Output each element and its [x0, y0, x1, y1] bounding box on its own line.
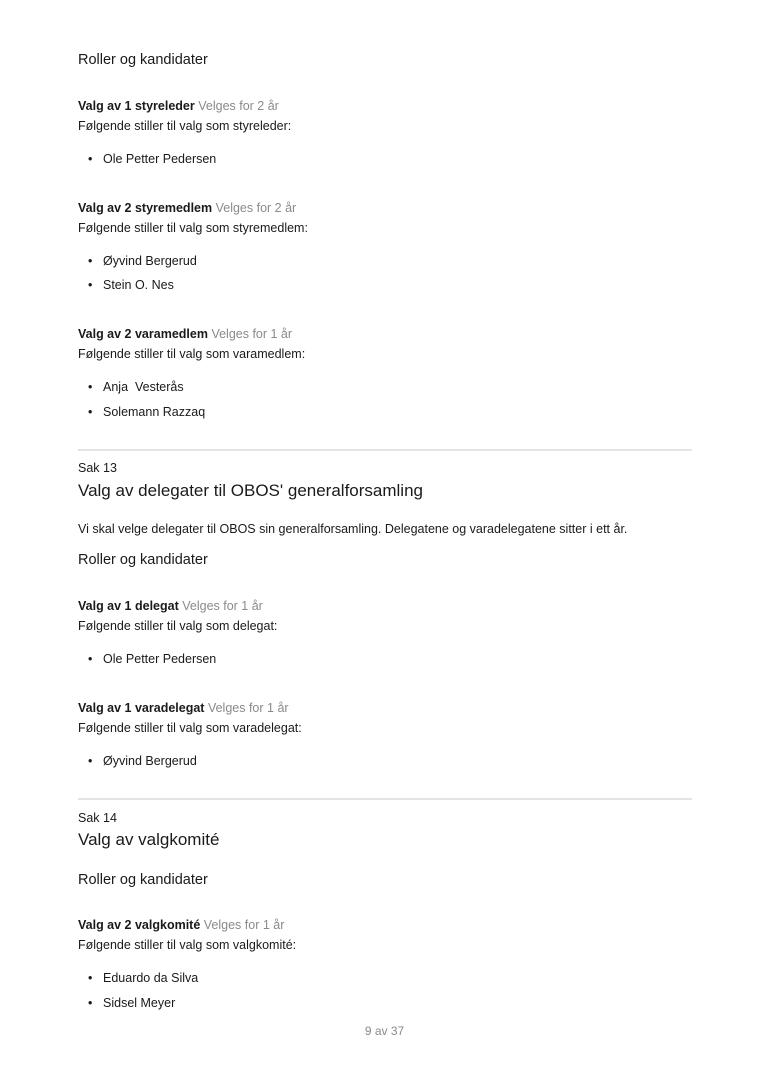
- candidate-name: Sidsel Meyer: [103, 996, 176, 1010]
- candidate-name: Solemann Razzaq: [103, 405, 206, 419]
- role-name: Valg av 1 delegat: [78, 599, 179, 613]
- candidate-item: [88, 152, 216, 166]
- candidate-item: [88, 754, 197, 768]
- candidate-name: Øyvind Bergerud: [103, 254, 197, 268]
- candidate-name: Anja Vesterås: [103, 380, 184, 394]
- candidate-name: Ole Petter Pedersen: [103, 152, 217, 166]
- role-term: Velges for 1 år: [182, 599, 263, 613]
- sak-description: Vi skal velge delegater til OBOS sin generalforsamling. Delegatene og varadelegatene sitter i ett år.: [78, 522, 628, 536]
- role-title-varamedlem: [78, 327, 292, 341]
- role-term: Velges for 2 år: [215, 201, 297, 215]
- role-description: Følgende stiller til valg som styreleder:: [78, 119, 292, 133]
- candidate-item: [88, 971, 198, 985]
- candidate-name: Ole Petter Pedersen: [103, 652, 217, 666]
- role-term: Velges for 1 år: [203, 918, 285, 932]
- bullet-icon: •: [88, 380, 93, 394]
- candidate-name: Eduardo da Silva: [103, 971, 199, 985]
- role-term: Velges for 2 år: [198, 99, 279, 113]
- role-title-styreleder: [78, 99, 279, 113]
- role-title-valgkomite: [78, 918, 284, 932]
- bullet-icon: •: [88, 278, 93, 292]
- sak-label: Sak 13: [78, 461, 117, 475]
- bullet-icon: •: [88, 652, 93, 666]
- candidate-name: Stein O. Nes: [103, 278, 174, 292]
- bullet-icon: •: [88, 152, 93, 166]
- roles-heading: Roller og kandidater: [78, 52, 208, 68]
- bullet-icon: •: [88, 971, 93, 985]
- candidate-item: [88, 278, 174, 292]
- role-description: Følgende stiller til valg som varadelegat:: [78, 721, 302, 735]
- bullet-icon: •: [88, 254, 93, 268]
- role-term: Velges for 1 år: [207, 701, 289, 715]
- sak-label: Sak 14: [78, 811, 117, 825]
- bullet-icon: •: [88, 754, 93, 768]
- candidate-item: [88, 405, 205, 419]
- candidate-item: [88, 380, 184, 394]
- roles-heading: Roller og kandidater: [78, 872, 208, 888]
- role-name: Valg av 2 styremedlem: [78, 201, 213, 215]
- role-description: Følgende stiller til valg som delegat:: [78, 619, 278, 633]
- bullet-icon: •: [88, 996, 93, 1010]
- role-title-varadelegat: [78, 701, 289, 715]
- candidate-item: [88, 652, 216, 666]
- role-description: Følgende stiller til valg som varamedlem:: [78, 347, 306, 361]
- role-name: Valg av 1 varadelegat: [78, 701, 205, 715]
- section-divider: [78, 798, 692, 800]
- candidate-item: [88, 996, 175, 1010]
- role-description: Følgende stiller til valg som valgkomité:: [78, 938, 297, 952]
- roles-heading: Roller og kandidater: [78, 552, 208, 568]
- role-name: Valg av 2 varamedlem: [78, 327, 208, 341]
- page-number: 9 av 37: [364, 1024, 405, 1038]
- sak-title: Valg av delegater til OBOS' generalforsamling: [78, 481, 423, 500]
- candidate-item: [88, 254, 197, 268]
- section-divider: [78, 449, 692, 451]
- role-name: Valg av 2 valgkomité: [78, 918, 201, 932]
- bullet-icon: •: [88, 405, 93, 419]
- role-term: Velges for 1 år: [211, 327, 293, 341]
- role-title-delegat: [78, 599, 263, 613]
- sak-title: Valg av valgkomité: [78, 830, 220, 849]
- role-title-styremedlem: [78, 201, 296, 215]
- candidate-name: Øyvind Bergerud: [103, 754, 197, 768]
- role-name: Valg av 1 styreleder: [78, 99, 195, 113]
- role-description: Følgende stiller til valg som styremedlem:: [78, 221, 308, 235]
